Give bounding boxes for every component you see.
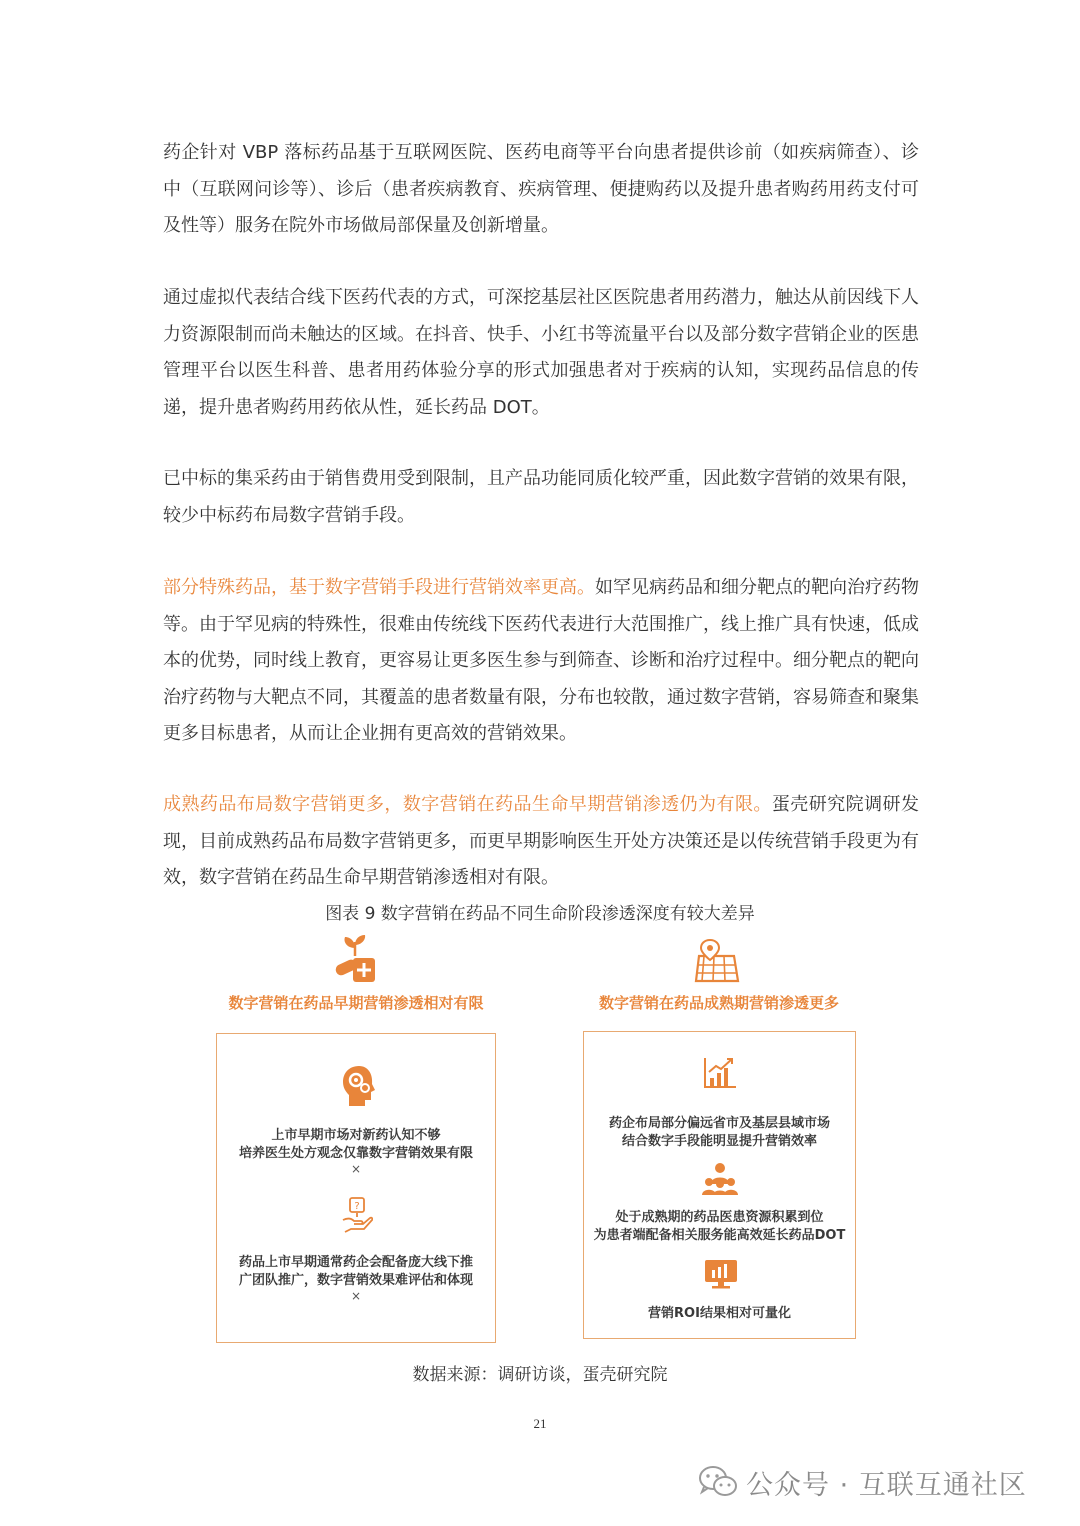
paragraph-5-body: 蛋壳研究院调研发现，目前成熟药品布局数字营销更多，而更早期影响医生开处方决策还是以传统营销手段更为有效，数字营销在药品生命早期营销渗透相对有限。 (163, 794, 920, 888)
early-item-1-line-1: 上市早期市场对新药认知不够 (271, 1128, 441, 1143)
mature-item-3: 营销ROI结果相对可量化 (648, 1306, 791, 1321)
hand-question-icon (341, 1196, 373, 1236)
paragraph-4-highlight: 部分特殊药品，基于数字营销手段进行营销效率更高。 (163, 577, 595, 598)
figure-caption: 图表 9 数字营销在药品不同生命阶段渗透深度有较大差异 (325, 904, 755, 924)
wechat-watermark (698, 1460, 1027, 1504)
left-column-heading: 数字营销在药品早期营销渗透相对有限 (228, 994, 484, 1012)
data-source: 数据来源：调研访谈，蛋壳研究院 (412, 1365, 668, 1385)
page-number: 21 (533, 1416, 547, 1431)
bar-chart-growth-icon (702, 1056, 738, 1090)
mature-item-2-line-1: 处于成熟期的药品医患资源积累到位 (615, 1210, 824, 1225)
paragraph-1: 药企针对 VBP 落标药品基于互联网医院、医药电商等平台向患者提供诊前（如疾病筛查）、诊中（互联网问诊等）、诊后（患者疾病教育、疾病管理、便捷购药以及提升患者购药用药支付可及性等）服务在院外市场做局部保量及创新增量。 (163, 142, 919, 236)
svg-text:?: ? (354, 1201, 360, 1212)
early-item-1-line-2: 培养医生处方观念仅靠数字营销效果有限 (238, 1146, 473, 1161)
group-people-icon (701, 1162, 739, 1196)
early-item-2-line-2: 广团队推广，数字营销效果难评估和体现 (238, 1273, 473, 1288)
early-item-2-line-1: 药品上市早期通常药企会配备庞大线下推 (238, 1255, 473, 1270)
mature-stage-box (583, 1031, 856, 1339)
early-item-2-cross: × (350, 1289, 362, 1303)
paragraph-5 (163, 787, 919, 897)
plant-medicine-icon (333, 934, 379, 984)
monitor-chart-icon (703, 1258, 739, 1290)
early-item-1-cross: × (350, 1162, 362, 1176)
watermark-text: 公众号 · 互联互通社区 (746, 1469, 1027, 1501)
mature-item-2-line-2: 为患者端配备相关服务能高效延长药品DOT (593, 1228, 846, 1243)
early-stage-box (216, 1033, 496, 1343)
mature-item-1-line-2: 结合数字手段能明显提升营销效率 (621, 1134, 817, 1149)
paragraph-2: 通过虚拟代表结合线下医药代表的方式，可深挖基层社区医院患者用药潜力，触达从前因线下人力资源限制而尚未触达的区域。在抖音、快手、小红书等流量平台以及部分数字营销企业的医患管理平台以医生科普、患者用药体验分享的形式加强患者对于疾病的认知，实现药品信息的传递，提升患者购药用药依从性，延长药品 DOT。 (163, 287, 919, 418)
wechat-icon (698, 1465, 738, 1499)
paragraph-4 (163, 570, 919, 753)
paragraph-4-body: 如罕见病药品和细分靶点的靶向治疗药物等。由于罕见病的特殊性，很难由传统线下医药代表进行大范围推广，线上推广具有快速，低成本的优势，同时线上教育，更容易让更多医生参与到筛查、诊断和治疗过程中。细分靶点的靶向治疗药物与大靶点不同，其覆盖的患者数量有限，分布也较散，通过数字营销，容易筛查和聚集更多目标患者，从而让企业拥有更高效的营销效果。 (163, 577, 919, 744)
right-column-heading: 数字营销在药品成熟期营销渗透更多 (598, 994, 839, 1012)
map-pin-icon (694, 938, 740, 984)
paragraph-5-highlight: 成熟药品布局数字营销更多，数字营销在药品生命早期营销渗透仍为有限。 (163, 794, 772, 815)
mature-item-1-line-1: 药企布局部分偏远省市及基层县域市场 (608, 1116, 830, 1131)
paragraph-3: 已中标的集采药由于销售费用受到限制，且产品功能同质化较严重，因此数字营销的效果有限，较少中标药布局数字营销手段。 (163, 468, 919, 526)
head-gears-icon (341, 1064, 377, 1108)
